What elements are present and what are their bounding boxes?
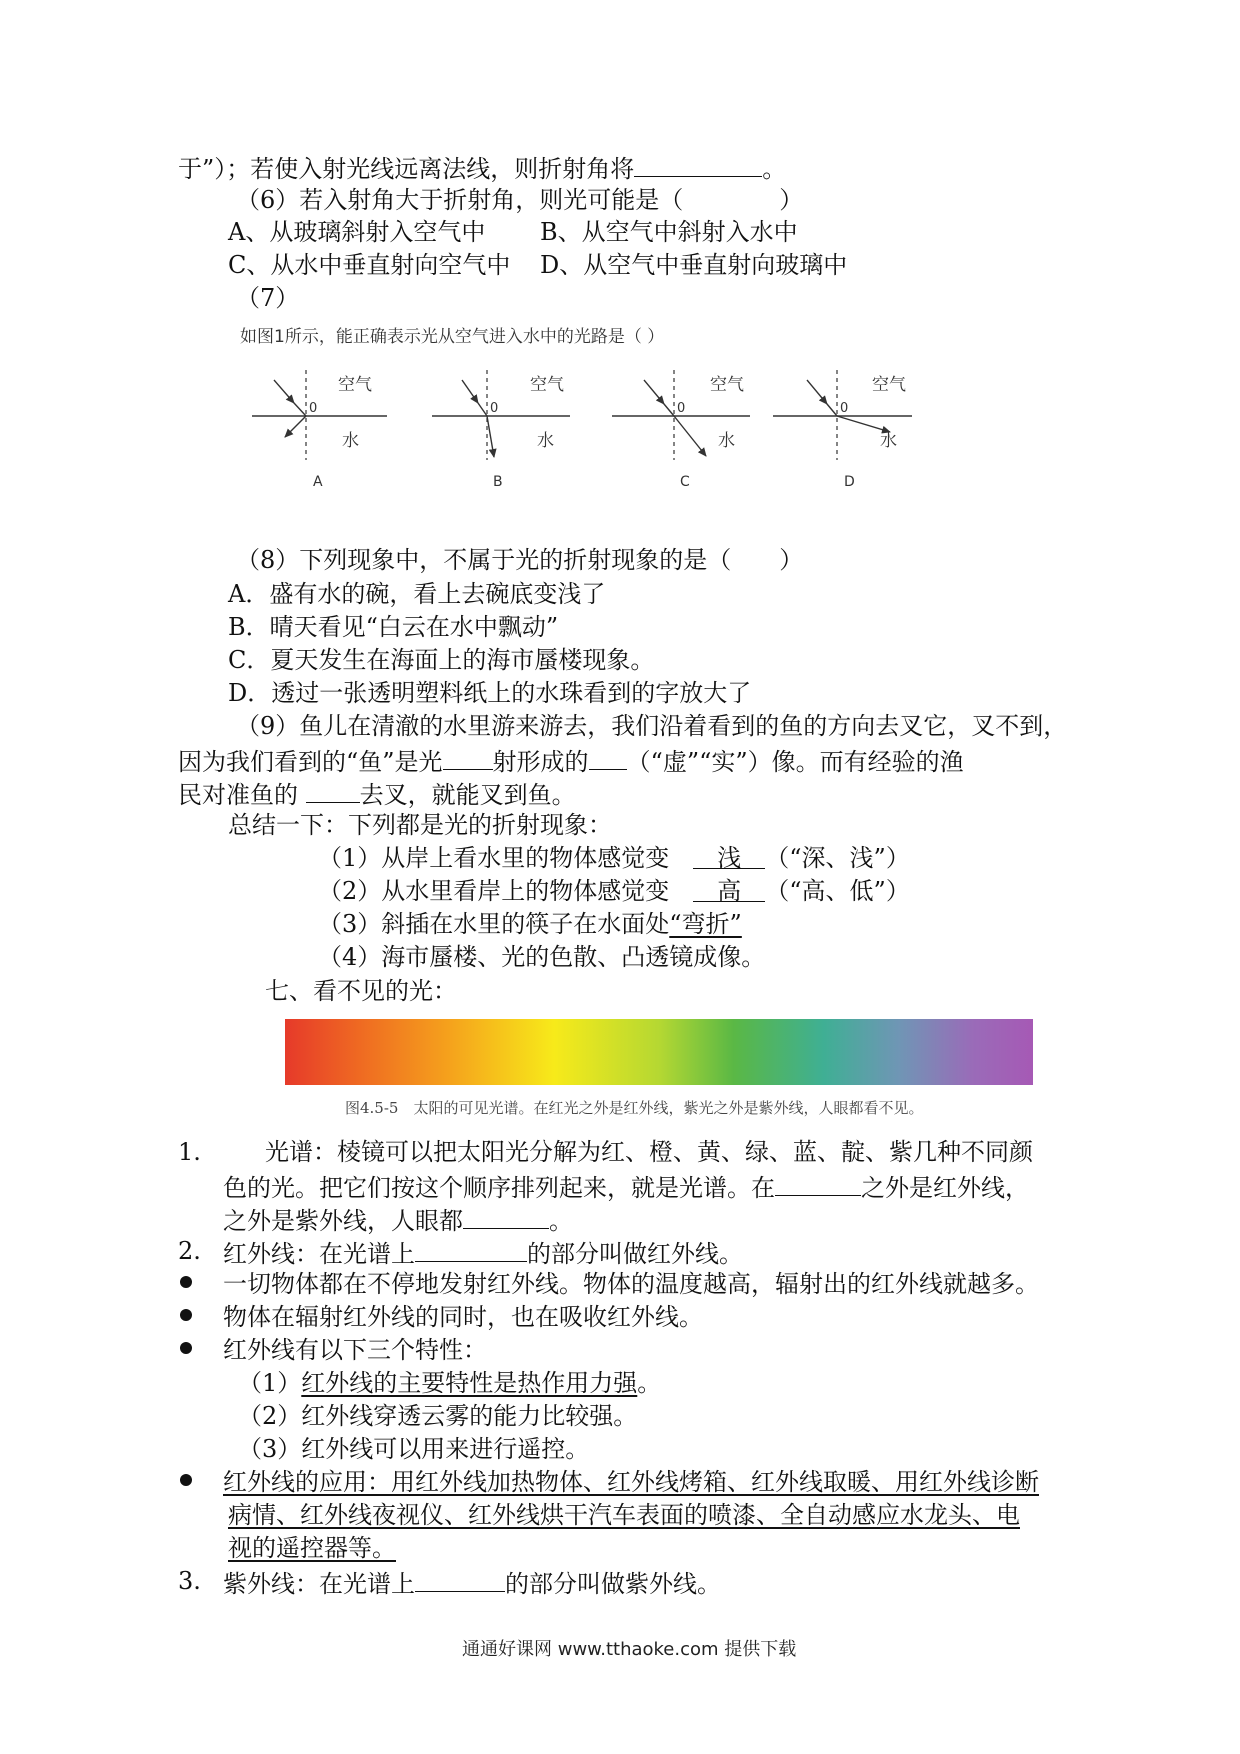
underlined-text: “弯折” [669, 910, 742, 938]
text: 之外是红外线， [861, 1174, 1029, 1202]
item-number: 1. [178, 1138, 201, 1166]
option-a: A、从玻璃斜射入空气中 [228, 218, 486, 246]
bullet-text: 红外线有以下三个特性： [223, 1336, 487, 1364]
text: 。 [549, 1207, 573, 1235]
answer-blank[interactable] [775, 1169, 861, 1196]
answer-blank[interactable] [443, 743, 493, 770]
water-label: 水 [342, 431, 359, 451]
figure-title: 如图1所示，能正确表示光从空气进入水中的光路是（ ） [240, 327, 665, 347]
text: （1）从岸上看水里的物体感觉变 [318, 844, 670, 872]
summary-item-2 [318, 875, 910, 907]
applications-text: 病情、红外线夜视仪、红外线烘干汽车表面的喷漆、全自动感应水龙头、电 [228, 1501, 1020, 1529]
water-label: 水 [537, 431, 554, 451]
text: 色的光。把它们按这个顺序排列起来，就是光谱。在 [223, 1174, 775, 1202]
visible-spectrum-image [285, 1019, 1033, 1085]
text: （2）从水里看岸上的物体感觉变 [318, 877, 670, 905]
bullet-icon [180, 1309, 192, 1321]
item-number: 3. [178, 1567, 201, 1595]
text: 红外线：在光谱上 [223, 1240, 415, 1268]
summary-heading: 总结一下：下列都是光的折射现象： [228, 811, 612, 839]
text-line [223, 1169, 1029, 1204]
text-line [223, 1202, 573, 1237]
origin-label: 0 [309, 401, 318, 416]
origin-label: 0 [677, 401, 686, 416]
air-label: 空气 [530, 375, 564, 395]
text-line [223, 1235, 743, 1270]
option-a: A．盛有水的碗，看上去碗底变浅了 [228, 580, 606, 608]
answer-blank[interactable] [306, 776, 360, 803]
answer-filled: 浅 [693, 842, 765, 869]
text: 射形成的 [492, 748, 589, 776]
property-2: （2）红外线穿透云雾的能力比较强。 [238, 1402, 638, 1430]
text-line [178, 150, 786, 185]
option-label: B [493, 474, 503, 490]
option-c: C、从水中垂直射向空气中 [228, 251, 511, 279]
text: （3）斜插在水里的筷子在水面处 [318, 910, 670, 938]
applications-text: 视的遥控器等。 [228, 1534, 396, 1562]
option-label: C [680, 474, 690, 490]
applications-text: 红外线的应用：用红外线加热物体、红外线烤箱、红外线取暖、用红外线诊断 [223, 1468, 1039, 1496]
air-label: 空气 [872, 375, 906, 395]
text: 。 [762, 155, 787, 183]
spectrum-caption: 图4.5-5 太阳的可见光谱。在红光之外是红外线，紫光之外是紫外线，人眼都看不见。 [345, 1099, 924, 1117]
option-d: D、从空气中垂直射向玻璃中 [540, 251, 848, 279]
text-line: 光谱：棱镜可以把太阳光分解为红、橙、黄、绿、蓝、靛、紫几种不同颜 [265, 1138, 1033, 1166]
option-c: C．夏天发生在海面上的海市蜃楼现象。 [228, 646, 655, 674]
answer-blank[interactable] [634, 150, 762, 177]
water-label: 水 [718, 431, 735, 451]
answer-filled: 高 [693, 875, 765, 902]
text: （“虚”“实”）像。而有经验的渔 [626, 748, 964, 776]
item-number: 2. [178, 1237, 201, 1265]
option-label: A [313, 474, 323, 490]
origin-label: 0 [490, 401, 499, 416]
text: 紫外线：在光谱上 [223, 1570, 415, 1598]
air-label: 空气 [338, 375, 372, 395]
text: 于”）；若使入射光线远离法线，则折射角将 [178, 155, 635, 183]
question-9: （9）鱼儿在清澈的水里游来游去，我们沿着看到的鱼的方向去叉它，叉不到， [236, 712, 1068, 740]
diagram-a [252, 370, 387, 490]
text: 的部分叫做红外线。 [527, 1240, 743, 1268]
text: 。 [637, 1369, 662, 1397]
answer-blank[interactable] [589, 743, 627, 770]
underlined-text: 红外线的主要特性是热作用力强 [301, 1369, 638, 1397]
text: 去叉，就能叉到鱼。 [359, 781, 576, 809]
diagram-b [432, 370, 570, 490]
bullet-icon [180, 1276, 192, 1288]
property-1 [238, 1367, 661, 1399]
text-line [223, 1565, 721, 1600]
question-8: （8）下列现象中，不属于光的折射现象的是（ ） [236, 546, 804, 574]
option-d: D．透过一张透明塑料纸上的水珠看到的字放大了 [228, 679, 752, 707]
summary-item-4: （4）海市蜃楼、光的色散、凸透镜成像。 [318, 943, 766, 971]
air-label: 空气 [710, 375, 744, 395]
text: （1） [238, 1369, 302, 1397]
bullet-text: 一切物体都在不停地发射红外线。物体的温度越高，辐射出的红外线就越多。 [223, 1270, 1039, 1298]
text: 民对准鱼的 [178, 781, 306, 809]
answer-blank[interactable] [415, 1565, 505, 1592]
text: 因为我们看到的“鱼”是光 [178, 748, 443, 776]
answer-blank[interactable] [463, 1202, 549, 1229]
summary-item-1 [318, 842, 910, 874]
refraction-figure [240, 360, 920, 500]
text: 之外是紫外线，人眼都 [223, 1207, 463, 1235]
question-6: （6）若入射角大于折射角，则光可能是（ ） [236, 186, 804, 214]
option-label: D [844, 474, 855, 490]
option-b: B．晴天看见“白云在水中飘动” [228, 613, 559, 641]
text: 的部分叫做紫外线。 [505, 1570, 721, 1598]
summary-item-3 [318, 908, 742, 940]
bullet-icon [180, 1474, 192, 1486]
text-line [178, 743, 964, 778]
text: （“深、浅”） [765, 844, 910, 872]
section-heading: 七、看不见的光： [265, 977, 457, 1005]
answer-blank[interactable] [415, 1235, 527, 1262]
text: （“高、低”） [765, 877, 910, 905]
water-label: 水 [880, 431, 897, 451]
property-3: （3）红外线可以用来进行遥控。 [238, 1435, 590, 1463]
origin-label: 0 [840, 401, 849, 416]
bullet-icon [180, 1342, 192, 1354]
question-7: （7） [236, 284, 300, 312]
footer-text: 通通好课网 www.tthaoke.com 提供下载 [462, 1639, 797, 1660]
diagram-c [612, 370, 750, 490]
diagram-d [773, 370, 912, 490]
option-b: B、从空气中斜射入水中 [540, 218, 798, 246]
text-line [178, 776, 576, 811]
bullet-text: 物体在辐射红外线的同时，也在吸收红外线。 [223, 1303, 703, 1331]
